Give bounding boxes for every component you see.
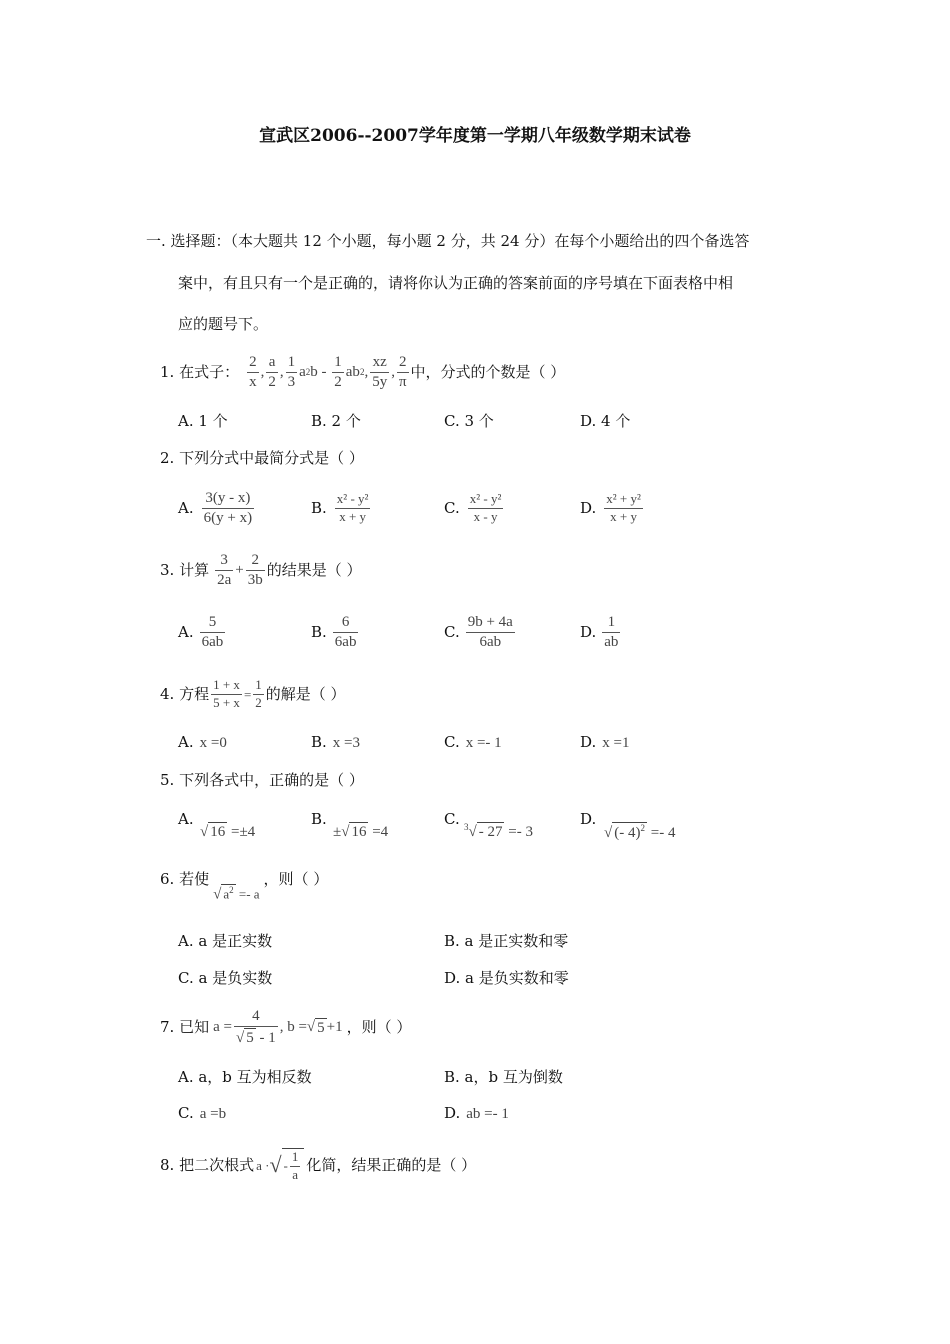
q6-expression: √ $a^2 =- a$ — [213, 885, 260, 903]
q2-d-numerator: x² + y² — [604, 492, 643, 508]
q5-option-b-expression: ±√ 16 =4 — [333, 824, 389, 840]
q4-option-c-label: C. — [444, 733, 460, 751]
question-3-suffix: 的结果是（ ） — [266, 560, 362, 579]
section-instruction-line2: 案中，有且只有一个是正确的，请将你认为正确的答案前面的序号填在下面表格中相 — [178, 274, 734, 292]
q2-option-c-label: C. — [444, 498, 460, 517]
section-instruction-line1: 一. 选择题：（本大题共 12 个小题，每小题 2 分，共 24 分）在每个小题给出的四个备选答 — [146, 232, 750, 250]
q7-option-c-value: a =b — [199, 1106, 227, 1122]
q7-option-c — [178, 1106, 226, 1122]
q4-expression: $\frac{1 + x}{5 + x}$ = $\frac{1}{2}$ — [213, 677, 262, 710]
q3-b-denominator: 6ab — [334, 633, 357, 650]
q7-option-c-label: C. — [178, 1104, 194, 1122]
q8-expression: a · √ - $\frac{1}{a}$ — [256, 1148, 304, 1182]
q4-option-c-value: x =- 1 — [465, 735, 502, 751]
question-7-prefix: 7. 已知 — [160, 1017, 210, 1036]
q3-option-c — [444, 612, 517, 652]
q5-option-b-label: B. — [311, 810, 327, 828]
question-8 — [160, 1142, 476, 1188]
q3-option-d-label: D. — [580, 622, 597, 641]
q4-option-a-label: A. — [178, 733, 194, 751]
q7-expression: a = $\frac{4}{√ 5 - 1}$ , b = √ 5 +1 — [213, 1008, 343, 1046]
q3-a-denominator: 6ab — [201, 633, 224, 650]
question-6-suffix: ，则（ ） — [263, 870, 329, 888]
q2-option-a-label: A. — [178, 498, 194, 517]
q7-option-d-label: D. — [444, 1104, 461, 1122]
q3-option-a — [178, 612, 227, 652]
q6-option-c: C. a 是负实数 — [178, 969, 273, 987]
q2-d-denominator: x + y — [610, 508, 637, 524]
q6-option-a: A. a 是正实数 — [178, 932, 273, 950]
q4-option-b-value: x =3 — [332, 735, 361, 751]
q7-option-a: A. a，b 互为相反数 — [178, 1068, 312, 1086]
q3-c-numerator: 9b + 4a — [466, 614, 515, 633]
q3-c-denominator: 6ab — [479, 633, 502, 650]
q3-option-b — [311, 612, 360, 652]
q2-b-numerator: x² - y² — [335, 492, 371, 508]
q4-option-b-label: B. — [311, 733, 327, 751]
q2-option-d-label: D. — [580, 498, 597, 517]
q3-b-numerator: 6 — [333, 614, 359, 633]
question-6 — [160, 872, 328, 902]
q4-option-a-value: x =0 — [199, 735, 227, 751]
q6-option-d: D. a 是负实数和零 — [444, 969, 569, 987]
q5-option-a-label: A. — [178, 810, 194, 828]
q2-option-b-label: B. — [311, 498, 327, 517]
q2-a-numerator: 3(y - x) — [202, 490, 254, 509]
q4-option-d-label: D. — [580, 733, 597, 751]
q1-option-d: D. 4 个 — [580, 412, 631, 430]
q4-option-b — [311, 735, 360, 751]
q2-option-b — [311, 488, 372, 528]
q2-b-denominator: x + y — [339, 508, 367, 524]
question-1-prefix: 1. 在式子： — [160, 362, 240, 381]
q5-option-c-label: C. — [444, 810, 460, 828]
q6-option-b: B. a 是正实数和零 — [444, 932, 569, 950]
q7-option-d — [444, 1106, 509, 1122]
q5-option-d-label: D. — [580, 810, 597, 828]
q4-option-d — [580, 735, 629, 751]
question-6-prefix: 6. 若使 — [160, 870, 210, 888]
question-4-suffix: 的解是（ ） — [265, 684, 346, 703]
q3-option-c-label: C. — [444, 622, 460, 641]
q1-option-a: A. 1 个 — [178, 412, 228, 430]
q2-option-a — [178, 488, 256, 528]
q2-option-c — [444, 488, 505, 528]
q3-d-numerator: 1 — [602, 614, 620, 633]
q3-option-d — [580, 612, 622, 652]
question-8-suffix: 化简，结果正确的是（ ） — [306, 1155, 477, 1174]
q3-d-denominator: ab — [604, 633, 619, 650]
question-5: 5. 下列各式中，正确的是（ ） — [160, 771, 364, 789]
q2-c-numerator: x² - y² — [468, 492, 504, 508]
q1-option-c: C. 3 个 — [444, 412, 494, 430]
q7-option-d-value: ab =- 1 — [466, 1106, 509, 1122]
section-instruction-line3: 应的题号下。 — [178, 315, 269, 333]
q1-expression: $\frac{2}{x}$ , $\frac{a}{2}$ , $\frac{1}{3}$ a 2 b - $\frac{1}{2}$ ab 2 , $\frac{xz}{5y}$ , $\frac{2}{\pi}$ — [249, 354, 407, 390]
q2-option-d — [580, 488, 645, 528]
q3-option-a-label: A. — [178, 622, 194, 641]
q1-option-b: B. 2 个 — [311, 412, 361, 430]
question-1-suffix: 中，分式的个数是（ ） — [410, 362, 566, 381]
q2-c-denominator: x - y — [473, 508, 498, 524]
question-3-prefix: 3. 计算 — [160, 560, 210, 579]
question-7 — [160, 1007, 411, 1047]
q3-option-b-label: B. — [311, 622, 327, 641]
q4-option-c — [444, 735, 502, 751]
question-1 — [160, 354, 565, 390]
question-2: 2. 下列分式中最简分式是（ ） — [160, 449, 364, 467]
q4-option-d-value: x =1 — [602, 735, 630, 751]
q2-a-denominator: 6(y + x) — [203, 509, 253, 526]
q3-a-numerator: 5 — [200, 614, 226, 633]
question-4-prefix: 4. 方程 — [160, 684, 210, 703]
q5-option-c-expression: $^3$√ - 27 =- 3 — [464, 822, 533, 840]
question-7-suffix: ，则（ ） — [346, 1017, 412, 1036]
question-4 — [160, 674, 346, 714]
question-3 — [160, 550, 362, 590]
q5-option-a-expression: √ 16 =±4 — [200, 824, 256, 840]
question-8-prefix: 8. 把二次根式 — [160, 1155, 255, 1174]
q7-option-b: B. a，b 互为倒数 — [444, 1068, 563, 1086]
page-title: 宣武区2006--2007学年度第一学期八年级数学期末试卷 — [259, 126, 691, 146]
q4-option-a — [178, 735, 227, 751]
q5-option-d-expression: √ (- 4)$^2$ =- 4 — [604, 823, 676, 841]
q3-expression: $\frac{3}{2a}$ + $\frac{2}{3b}$ — [217, 552, 263, 588]
